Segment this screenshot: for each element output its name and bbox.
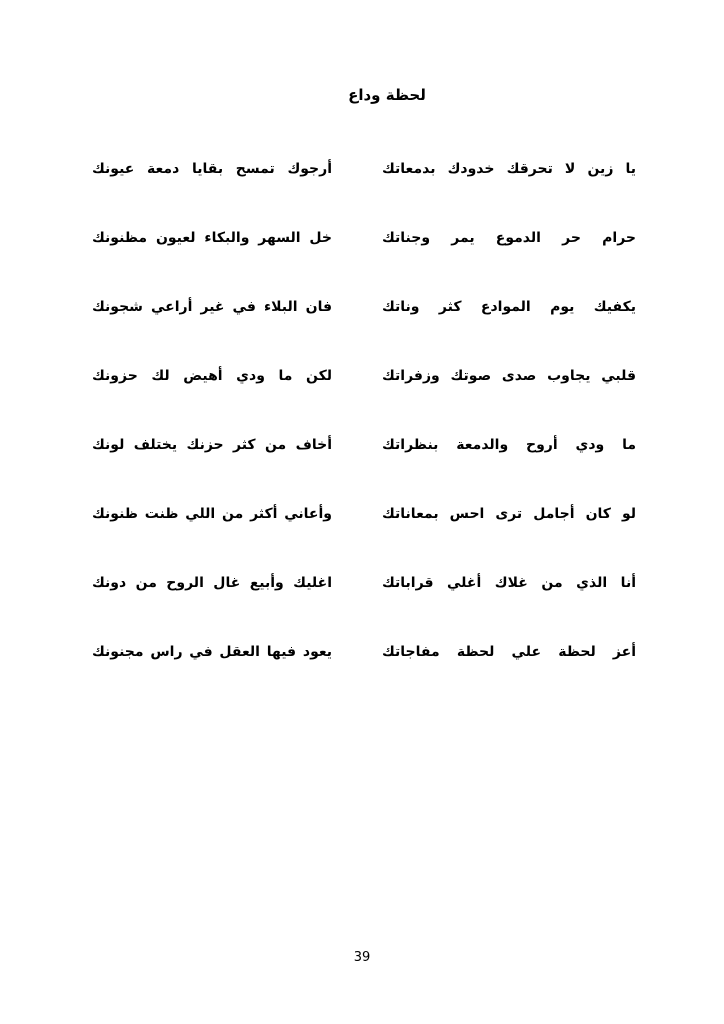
verse-second-hemistich: يعود فيها العقل في راس مجنونك: [92, 644, 332, 660]
verse-second-hemistich: اغليك وأبيع غال الروح من دونك: [92, 575, 332, 591]
verse-second-hemistich: فان البلاء في غير أراعي شجونك: [92, 299, 332, 315]
verse-row: [0, 294, 724, 363]
verse-row: [0, 225, 724, 294]
verse-first-hemistich: أنا الذي من غلاك أغلي قراباتك: [382, 575, 636, 591]
verse-row: [0, 432, 724, 501]
verse-first-hemistich: لو كان أجامل ترى احس بمعاناتك: [382, 506, 636, 522]
verse-row: [0, 363, 724, 432]
verse-row: [0, 501, 724, 570]
poem-verses: [0, 156, 724, 708]
verse-row: [0, 156, 724, 225]
verse-first-hemistich: حرام حر الدموع يمر وجناتك: [382, 230, 636, 246]
verse-row: [0, 570, 724, 639]
verse-second-hemistich: أرجوك تمسح بقايا دمعة عيونك: [92, 161, 332, 177]
page-number: 39: [353, 950, 371, 965]
verse-second-hemistich: أخاف من كثر حزنك يختلف لونك: [92, 437, 332, 453]
poem-title: لحظة وداع: [348, 86, 426, 104]
verse-first-hemistich: يكفيك يوم الموادع كثر وناتك: [382, 299, 636, 315]
verse-second-hemistich: وأعاني أكثر من اللي ظنت ظنونك: [92, 506, 332, 522]
verse-second-hemistich: لكن ما ودي أهيض لك حزونك: [92, 368, 332, 384]
verse-first-hemistich: ما ودي أروح والدمعة بنظراتك: [382, 437, 636, 453]
verse-first-hemistich: أعز لحظة علي لحظة مفاجاتك: [382, 644, 636, 660]
verse-first-hemistich: يا زين لا تحرقك خدودك بدمعاتك: [382, 161, 636, 177]
verse-first-hemistich: قلبي يجاوب صدى صوتك وزفراتك: [382, 368, 636, 384]
verse-row: [0, 639, 724, 708]
verse-second-hemistich: خل السهر والبكاء لعيون مظنونك: [92, 230, 332, 246]
